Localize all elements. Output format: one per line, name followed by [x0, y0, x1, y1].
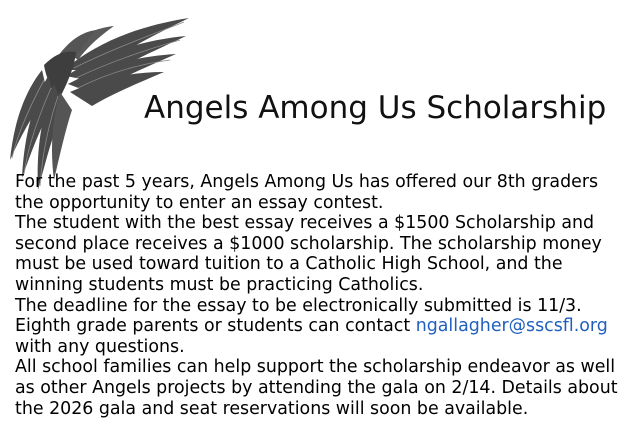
intro-paragraph: For the past 5 years, Angels Among Us has offered our 8th graders the opportunity to enter an essay contest.: [15, 172, 599, 213]
gala-paragraph: All school families can help support the scholarship endeavor as well as other Angels projects by attending the gala on 2/14. Details about the 2026 gala and seat reservations will soon be available.: [15, 357, 618, 419]
contact-email-link[interactable]: ngallagher@sscsfl.org: [415, 316, 608, 337]
page-title: Angels Among Us Scholarship: [144, 90, 607, 126]
deadline-text: The deadline for the essay to be electronically submitted is 11/3. Eighth grade parents or students can contact: [15, 295, 582, 337]
article-body: [15, 172, 631, 419]
deadline-paragraph: [15, 296, 631, 358]
deadline-outro-text: with any questions.: [15, 336, 185, 357]
scholarship-details-paragraph: The student with the best essay receives a $1500 Scholarship and second place receives a $1000 scholarship. The scholarship money must be used toward tuition to a Catholic High School, and the winning students must be practicing Catholics.: [15, 213, 602, 295]
